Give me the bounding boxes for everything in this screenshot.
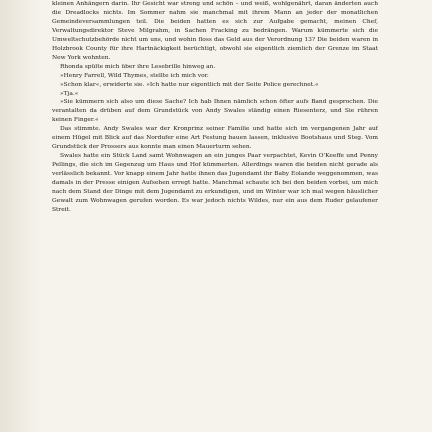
paragraph-2: Rhonda spülte mich über ihre Lesebrille hinweg an. (60, 63, 216, 70)
paragraph-6: »Sie kümmern sich also um diese Sache? Ich hab Ihnen nämlich schon öfter aufs Band gesprochen. Die verantalten da drüben auf dem Grundstück von Andy Swales ständig einen Riesenterz, und Sie rühren keinen Finger.« (52, 99, 378, 124)
paragraph-5: »Tja.« (60, 90, 79, 97)
text-column (52, 0, 378, 432)
page-gutter (0, 0, 40, 432)
paragraph-1: kleinen Anhängern darin. Ihr Gesicht war streng und schön – und weiß, wohlgenährt, daran änderten auch die Dreadlocks nichts. Im Sommer nahm sie manchmal mit ihrem Mann an jeder der monatlichen Gemeindeversammlungen teil. Die beiden hatten es sich zur Aufgabe gemacht, meinen Chef, Verwaltungsdirektor Steve Milgrahm, in Sachen Fracking zu bedrängen. Warum kümmerte sich die Umweltschutzbehörde nicht um uns, und wohin floss das Geld aus der Verordnung 13? Die beiden waren in Holzbrook County für ihre Hartnäckigkeit berüchtigt, obwohl sie eigentlich ziemlich der Grenze im Staat New York wohnten. (52, 1, 378, 61)
paragraph-3: »Henry Farrell, Wild Thymes, stellte ich mich vor. (60, 72, 209, 79)
paragraph-8: Swales hatte ein Stück Land samt Wohnwagen an ein junges Paar verpachtet, Kevin O'Keeffe und Penny Pellings, die sich im Gegenzug um Haus und Hof kümmerten. Allerdings waren die beiden nicht gerade als verlässlich bekannt. Vor knapp einem Jahr hatte ihnen das Jugendamt ihr Baby Eolande weggenommen, was damals in der Presse einigen Aufsehen erregt hatte. Manchmal schaute ich bei den beiden vorbei, um mich nach dem Stand der Dinge mit dem Jugendamt zu erkundigen, und im Winter war ich mal wegen häuslicher Gewalt zum Wohnwagen gerufen worden. Es war jedoch nichts Wildes, nur ein aus dem Ruder gelaufener Streit. (52, 153, 378, 213)
paragraph-4: »Schon klar«, erwiderte sie. »Ich hatte nur eigentlich mit der Seite Police gerechnet.« (60, 81, 319, 88)
paragraph-7: Das stimmte. Andy Swales war der Kronprinz seiner Familie und hatte sich im vergangenen Jahr auf einem Hügel mit Blick auf das Nordufer eine Art Festung bauen lassen, inklusive Bootshaus und Steg. Vom Grundstück der Prossers aus konnte man einen Mauerturm sehen. (52, 126, 378, 151)
